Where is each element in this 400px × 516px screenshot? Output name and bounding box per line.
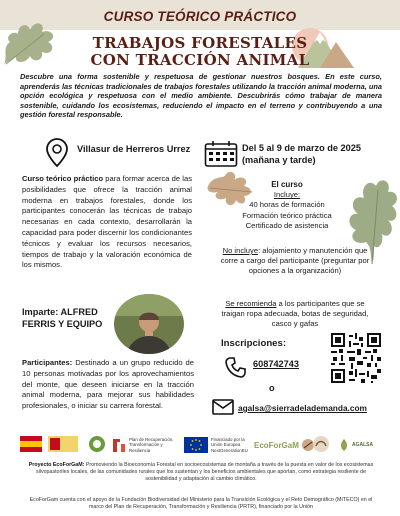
course-dates: Del 5 al 9 de marzo de 2025 (mañana y tarde)	[242, 143, 361, 165]
project-text: Promoviendo la Bioeconomía Forestal en socioecosistemas de montaña a través de la puesta en valor de los ecosistemas silvopastoriles locales, de las comunidades rurales que los sustentan y los beneficios ambientales que aportan, como estrategia resiliente de sostenibilidad y adaptación al cambio climático.	[35, 462, 374, 482]
recommendation-label: Se recomienda	[225, 299, 277, 308]
recovery-plan-mark-icon	[112, 437, 126, 453]
course-box-heading: El curso	[271, 180, 303, 189]
sponsor-logos	[0, 430, 400, 456]
qr-code[interactable]	[331, 333, 381, 383]
recovery-plan-text: Plan de Recuperación, Transformación y Resiliencia	[129, 437, 174, 453]
intro-paragraph: Descubre una forma sostenible y respetuosa de gestionar nuestros bosques. En este curso, aprenderás las técnicas tradicionales de trabajos forestales utilizando la tracción animal moderna, una opción ecológica y respetuosa con el medio ambiente. Descubrirás cómo trabajar de manera sostenible, cuidando los ecosistemas, reduciendo el impacto en el terreno y contribuyendo a una gestión forestal responsable.	[20, 72, 382, 120]
course-kicker: CURSO TEÓRICO PRÁCTICO	[103, 9, 297, 24]
ecoforgam-logo	[254, 434, 315, 456]
funding-footer: EcoForGam cuenta con el apoyo de la Fundación Biodiversidad del Ministerio para la Transición Ecológica y el Reto Demográfico (MITECO) en el marco del Plan de Recuperación, Transformación y Resiliencia (PRTR), financiado por la Unión	[29, 497, 373, 510]
teacher-text: Imparte: ALFRED FERRIS Y EQUIPO	[22, 307, 103, 329]
page-title-line-1: TRABAJOS FORESTALES	[92, 34, 308, 52]
course-includes-box	[213, 180, 361, 231]
page-title-line-2: CON TRACCIÓN ANIMAL	[90, 51, 310, 69]
recommendation-text	[213, 299, 377, 330]
eu-text: Financiado por la Unión Europea NextGenerationEU	[211, 437, 248, 453]
ministry-logo	[48, 434, 78, 456]
spain-government-logo	[20, 434, 42, 456]
not-included-label: No incluye	[222, 246, 259, 255]
instructor-photo	[114, 294, 184, 354]
location-text: Villasur de Herreros Urrez	[77, 144, 191, 154]
or-separator: o	[269, 383, 275, 393]
project-footer	[22, 462, 380, 483]
course-description	[22, 174, 192, 271]
course-description-lead: Curso teórico práctico	[22, 174, 104, 183]
eu-flag-icon	[184, 437, 208, 453]
recovery-plan-logo	[112, 434, 181, 456]
recommendation-detail: a los participantes que se traigan ropa adecuada, botas de seguridad, casco y gafas	[221, 299, 369, 329]
course-description-text: para formar acerca de las posibilidades que ofrece la tracción animal moderna en trabajos forestales, donde los participantes conocerán las técnicas de trabajo necesarias en cada contexto, desarrollarán la capacidad para poder discernir los condicionantes técnicos y evaluar los recursos necesarios, tiempos de trabajo y la valoración económica de los mismos.	[22, 174, 192, 270]
agalsa-logo	[338, 434, 373, 456]
foundation-logo	[84, 434, 110, 456]
participants-label: Participantes:	[22, 358, 73, 367]
participants-text	[22, 358, 194, 412]
eu-logo	[184, 434, 251, 456]
phone-link[interactable]: 608742743	[253, 359, 299, 369]
email-link[interactable]: agalsa@sierradelademanda.com	[238, 403, 367, 413]
project-label: Proyecto EcoForGaM:	[28, 462, 85, 468]
participants-detail: Destinado a un grupo reducido de 10 personas motivadas por los aprovechamientos del monte, que deseen iniciarse en la tracción animal moderna, para mejorar sus habilidades profesionales, o iniciar su carrera forestal.	[22, 358, 194, 411]
includes-label: Incluye:	[273, 190, 301, 200]
location-pin-icon	[46, 138, 68, 168]
includes-item: 40 horas de formación	[249, 200, 325, 210]
calendar-icon	[204, 140, 238, 168]
agalsa-text: AGALSA	[352, 442, 374, 448]
agalsa-mark-icon	[338, 438, 350, 452]
registration-heading: Inscripciones:	[221, 338, 287, 349]
partner-logo	[310, 434, 332, 456]
mail-icon	[212, 399, 234, 415]
phone-icon	[224, 356, 246, 378]
ecoforgam-text: EcoForGaM	[254, 440, 299, 450]
not-included-detail: : alojamiento y manutención que corre a cargo del participante (preguntar por opciones a la organización)	[220, 246, 370, 276]
includes-item: Certificado de asistencia	[245, 220, 329, 230]
not-included-text	[213, 246, 377, 277]
includes-item: Formación teórico práctica	[242, 210, 332, 220]
